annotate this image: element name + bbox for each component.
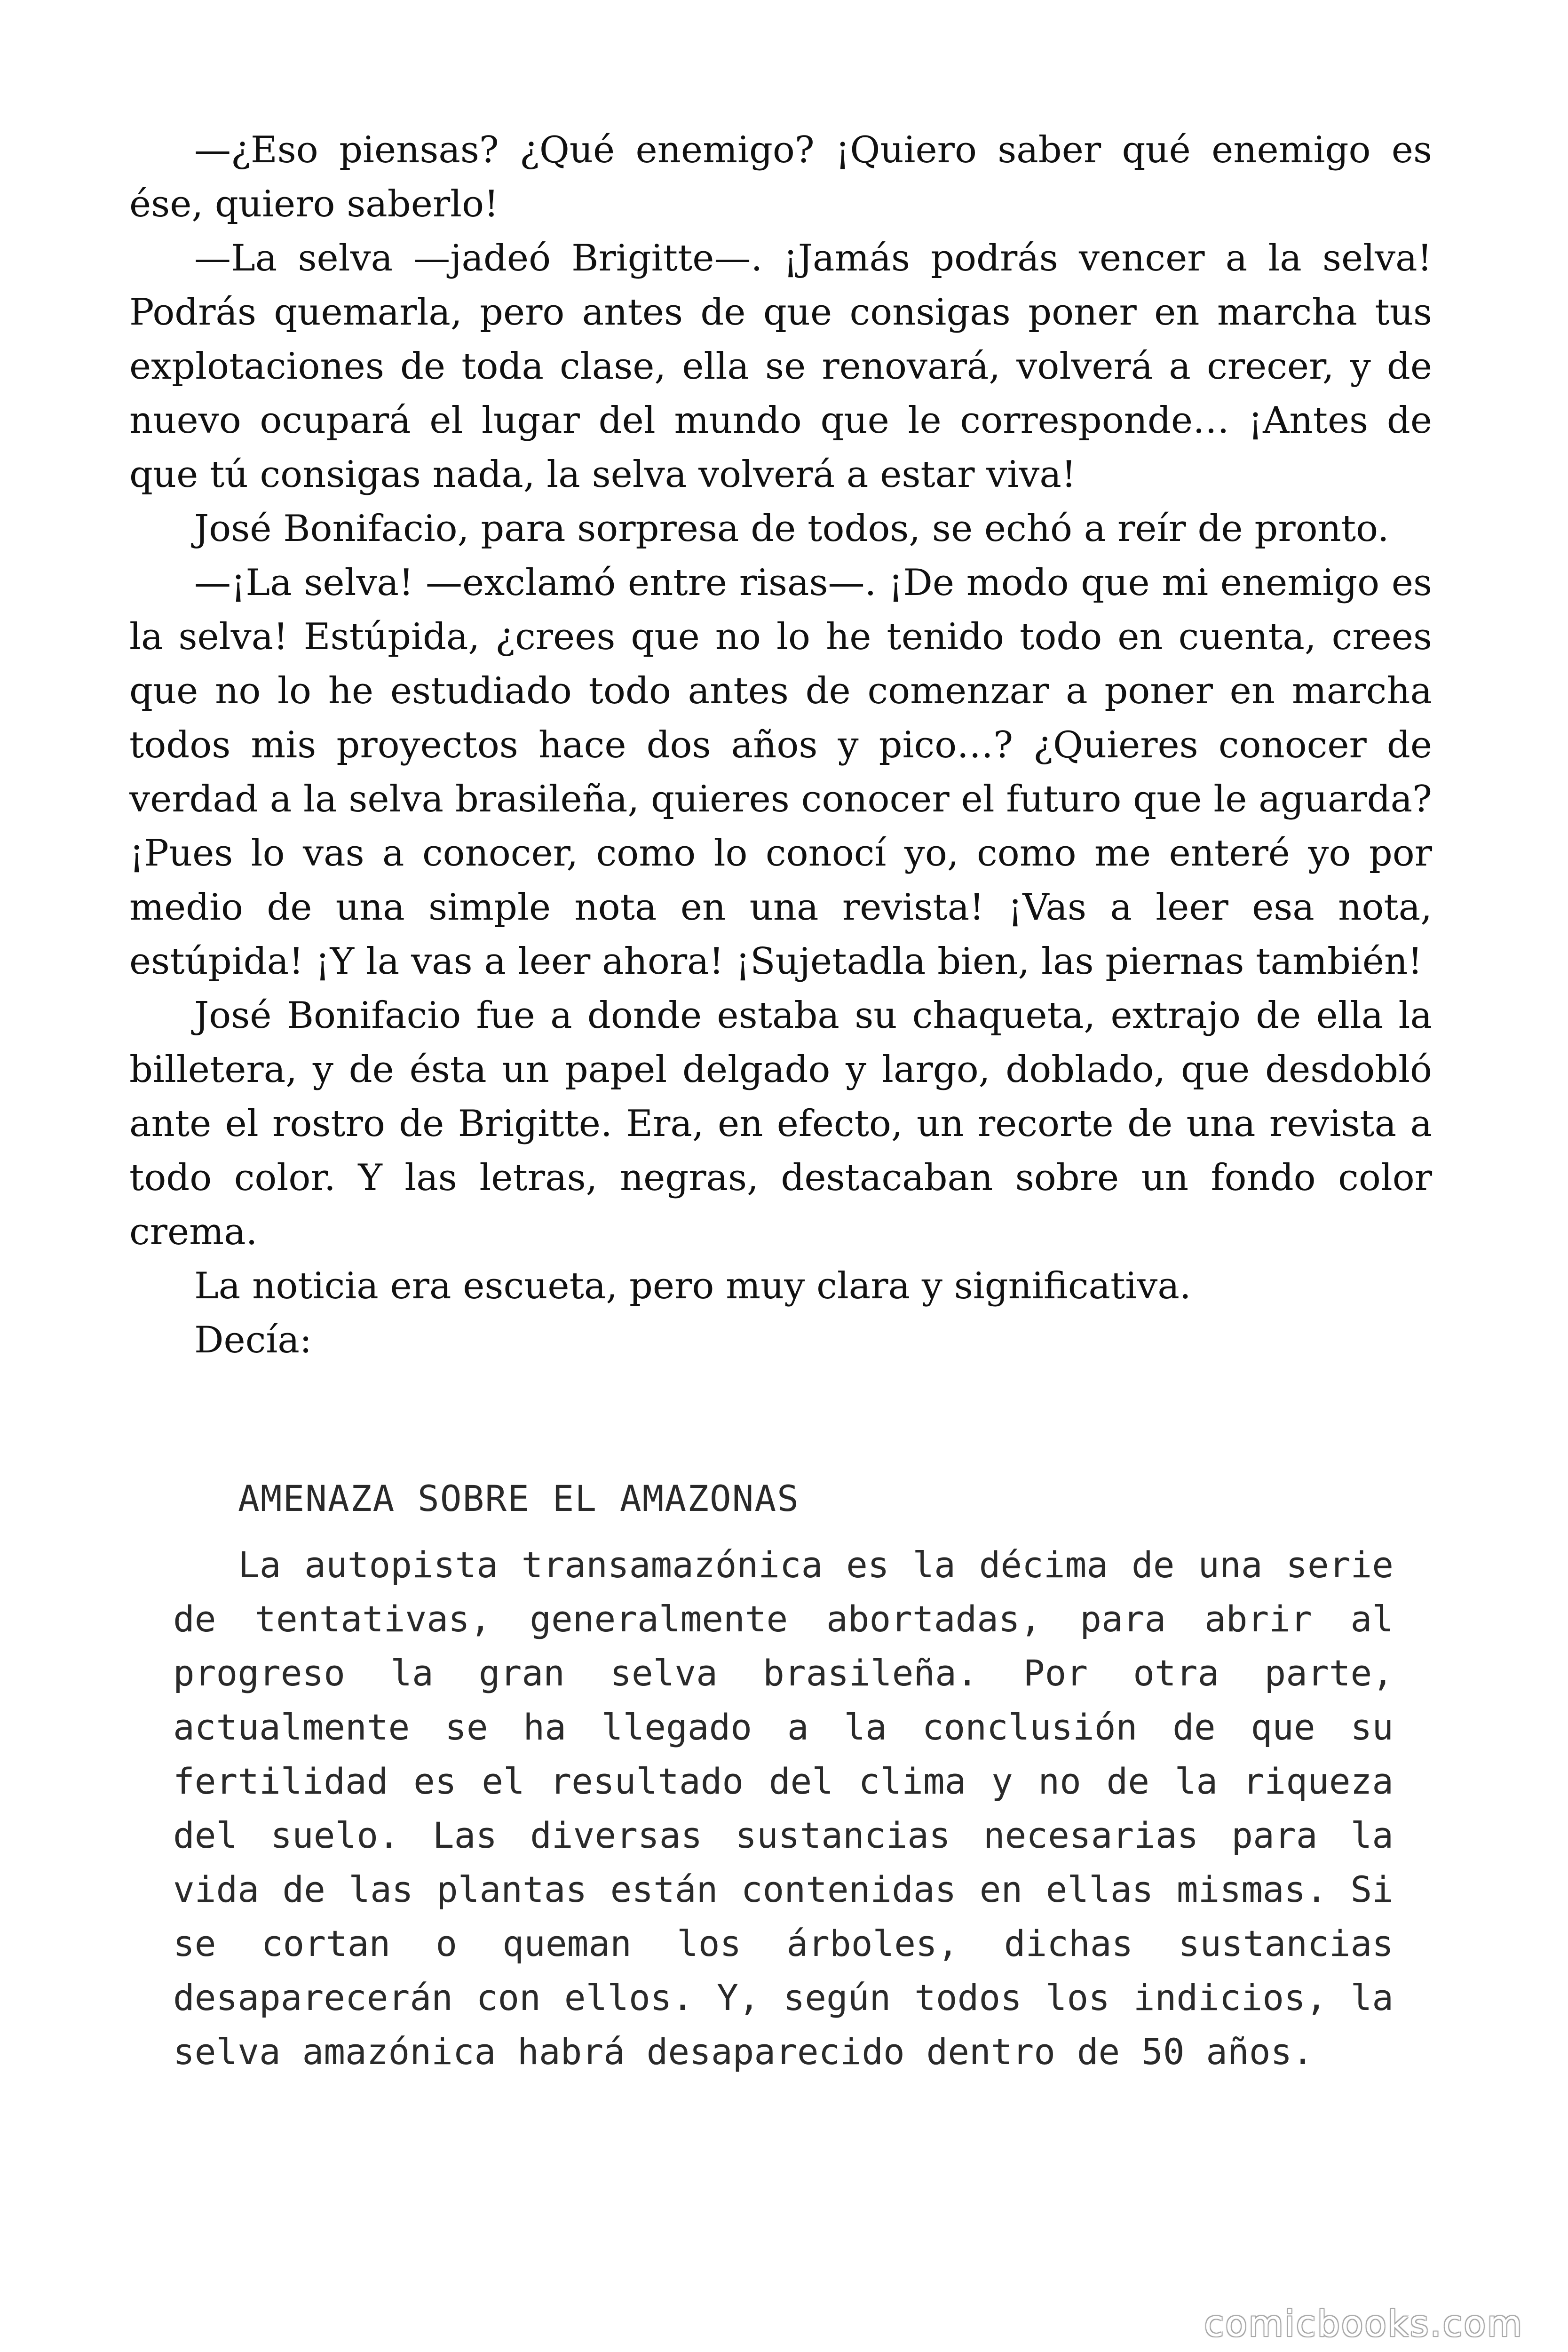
paragraph-recorte-revista: José Bonifacio fue a donde estaba su chaqueta, extrajo de ella la billetera, y de ésta un papel delgado y largo, doblado, que desdobló ante el rostro de Brigitte. Era, en efecto, un recorte de una revista a todo color. Y las letras, negras, destacaban sobre un fondo color crema. [129, 994, 1432, 1253]
watermark: comicbooks.com [1204, 2303, 1523, 2344]
paragraph-noticia-escueta: La noticia era escueta, pero muy clara y significativa. [194, 1265, 1191, 1307]
clipping-text: La autopista transamazónica es la décima de una serie de tentativas, generalmente abortadas, para abrir al progreso la gran selva brasileña. Por otra parte, actualmente se ha llegado a la conclusión de que su fertilidad es el resultado del clima y no de la riqueza del suelo. Las diversas sustancias necesarias para la vida de las plantas están contenidas en ellas mismas. Si se cortan o queman los árboles, dichas sustancias desaparecerán con ellos. Y, según todos los indicios, la selva amazónica habrá desaparecido dentro de 50 años. [173, 1544, 1394, 2073]
clipping-title: AMENAZA SOBRE EL AMAZONAS [238, 1478, 800, 1519]
paragraph-la-selva-jadeo: —La selva —jadeó Brigitte—. ¡Jamás podrás vencer a la selva! Podrás quemarla, pero antes de que consigas poner en marcha tus explotaciones de toda clase, ella se renovará, volverá a crecer, y de nuevo ocupará el lugar del mundo que le corresponde… ¡Antes de que tú consigas nada, la selva volverá a estar viva! [129, 237, 1432, 496]
paragraph-eso-piensas: —¿Eso piensas? ¿Qué enemigo? ¡Quiero saber qué enemigo es ése, quiero saberlo! [129, 129, 1432, 225]
paragraph-decia: Decía: [194, 1319, 312, 1361]
magazine-clipping [173, 1471, 1394, 2079]
paragraph-jose-rie: José Bonifacio, para sorpresa de todos, se echó a reír de pronto. [194, 508, 1389, 550]
paragraph-exclamo-entre-risas: —¡La selva! —exclamó entre risas—. ¡De modo que mi enemigo es la selva! Estúpida, ¿crees que no lo he tenido todo en cuenta, crees que no lo he estudiado todo antes de comenzar a poner en marcha todos mis proyectos hace dos años y pico…? ¿Quieres conocer de verdad a la selva brasileña, quieres conocer el futuro que le aguarda? ¡Pues lo vas a conocer, como lo conocí yo, como me enteré yo por medio de una simple nota en una revista! ¡Vas a leer esa nota, estúpida! ¡Y la vas a leer ahora! ¡Sujetadla bien, las piernas también! [129, 562, 1432, 983]
body-text [129, 123, 1432, 1367]
